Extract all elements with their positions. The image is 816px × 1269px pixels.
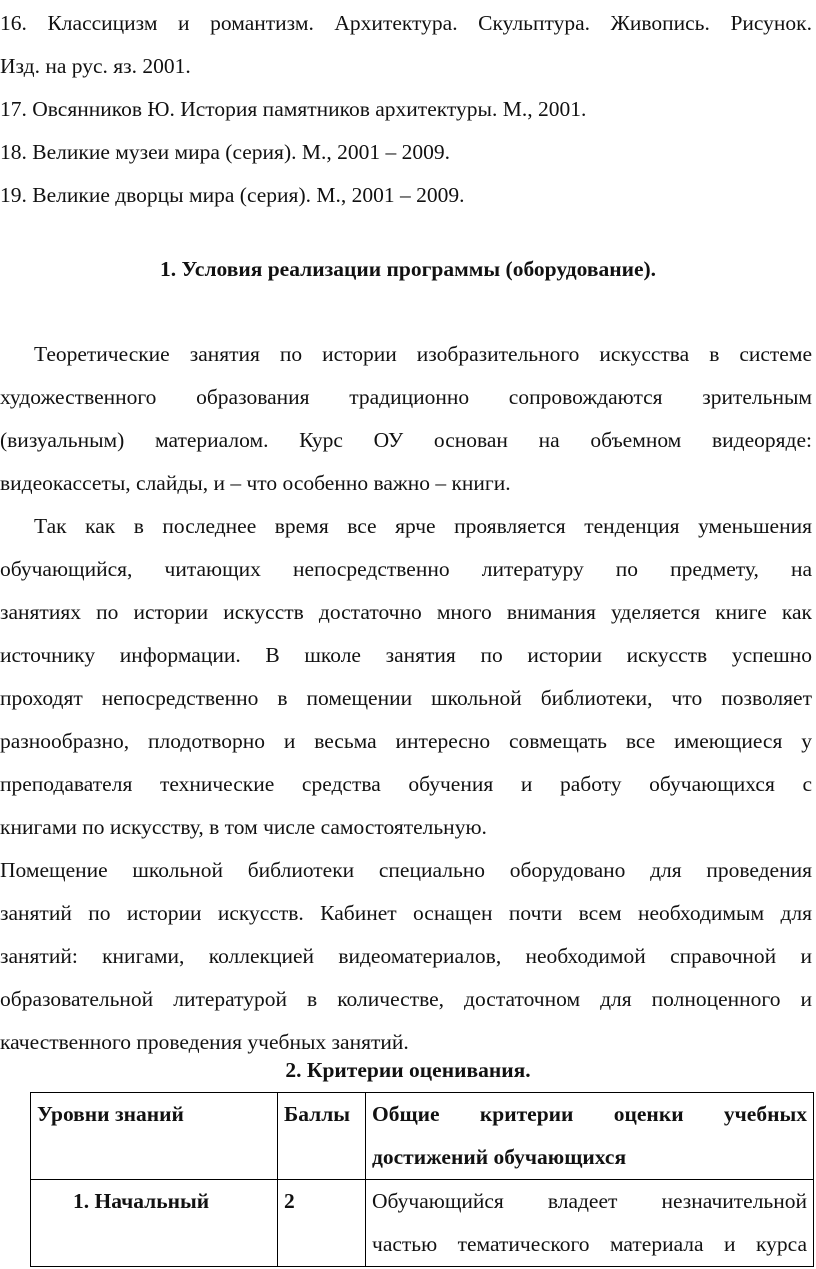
criteria-table bbox=[30, 1092, 814, 1267]
paragraph-3-line-2: занятий по истории искусств. Кабинет оснащен почти всем необходимым для bbox=[0, 901, 812, 925]
paragraph-2-line-2: обучающийся, читающих непосредственно литературу по предмету, на bbox=[0, 557, 812, 581]
reference-16-line-1: 16. Классицизм и романтизм. Архитектура. Скульптура. Живопись. Рисунок. bbox=[0, 11, 812, 35]
section-1-heading: 1. Условия реализации программы (оборудование). bbox=[159, 257, 657, 281]
paragraph-2-line-4: источнику информации. В школе занятия по истории искусств успешно bbox=[0, 643, 812, 667]
header-criteria-line-1: Общие критерии оценки учебных bbox=[372, 1102, 807, 1126]
reference-18: 18. Великие музеи мира (серия). М., 2001 – 2009. bbox=[0, 140, 450, 164]
row-criteria-line-1: Обучающийся владеет незначительной bbox=[372, 1189, 807, 1213]
reference-17: 17. Овсянников Ю. История памятников архитектуры. М., 2001. bbox=[0, 97, 587, 121]
header-criteria bbox=[366, 1093, 814, 1180]
reference-16-line-2: Изд. на рус. яз. 2001. bbox=[0, 54, 191, 78]
paragraph-3-line-5: качественного проведения учебных занятий. bbox=[0, 1030, 409, 1054]
paragraph-2-line-7: преподавателя технические средства обучения и работу обучающихся с bbox=[0, 772, 812, 796]
paragraph-2-line-6: разнообразно, плодотворно и весьма интересно совмещать все имеющиеся у bbox=[0, 729, 812, 753]
paragraph-1-line-2: художественного образования традиционно сопровождаются зрительным bbox=[0, 385, 812, 409]
paragraph-2-line-3: занятиях по истории искусств достаточно много внимания уделяется книге как bbox=[0, 600, 812, 624]
header-level: Уровни знаний bbox=[31, 1093, 278, 1180]
paragraph-2-line-8: книгами по искусству, в том числе самостоятельную. bbox=[0, 815, 487, 839]
paragraph-3-line-1: Помещение школьной библиотеки специально оборудовано для проведения bbox=[0, 858, 812, 882]
header-criteria-line-2: достижений обучающихся bbox=[372, 1145, 627, 1169]
row-criteria bbox=[366, 1180, 814, 1267]
paragraph-2-line-5: проходят непосредственно в помещении школьной библиотеки, что позволяет bbox=[0, 686, 812, 710]
section-2-heading: 2. Критерии оценивания. bbox=[285, 1058, 531, 1082]
paragraph-2-line-1: Так как в последнее время все ярче проявляется тенденция уменьшения bbox=[34, 514, 812, 538]
row-points: 2 bbox=[278, 1180, 366, 1267]
paragraph-3-line-4: образовательной литературой в количестве, достаточном для полноценного и bbox=[0, 987, 812, 1011]
reference-19: 19. Великие дворцы мира (серия). М., 2001 – 2009. bbox=[0, 183, 465, 207]
paragraph-1-line-1: Теоретические занятия по истории изобразительного искусства в системе bbox=[34, 342, 812, 366]
row-level: 1. Начальный bbox=[31, 1180, 278, 1267]
paragraph-1-line-4: видеокассеты, слайды, и – что особенно важно – книги. bbox=[0, 471, 511, 495]
table-row bbox=[31, 1180, 814, 1267]
paragraph-3-line-3: занятий: книгами, коллекцией видеоматериалов, необходимой справочной и bbox=[0, 944, 812, 968]
table-header-row bbox=[31, 1093, 814, 1180]
row-criteria-line-2: частью тематического материала и курса bbox=[372, 1232, 807, 1256]
header-points: Баллы bbox=[278, 1093, 366, 1180]
paragraph-1-line-3: (визуальным) материалом. Курс ОУ основан на объемном видеоряде: bbox=[0, 428, 812, 452]
